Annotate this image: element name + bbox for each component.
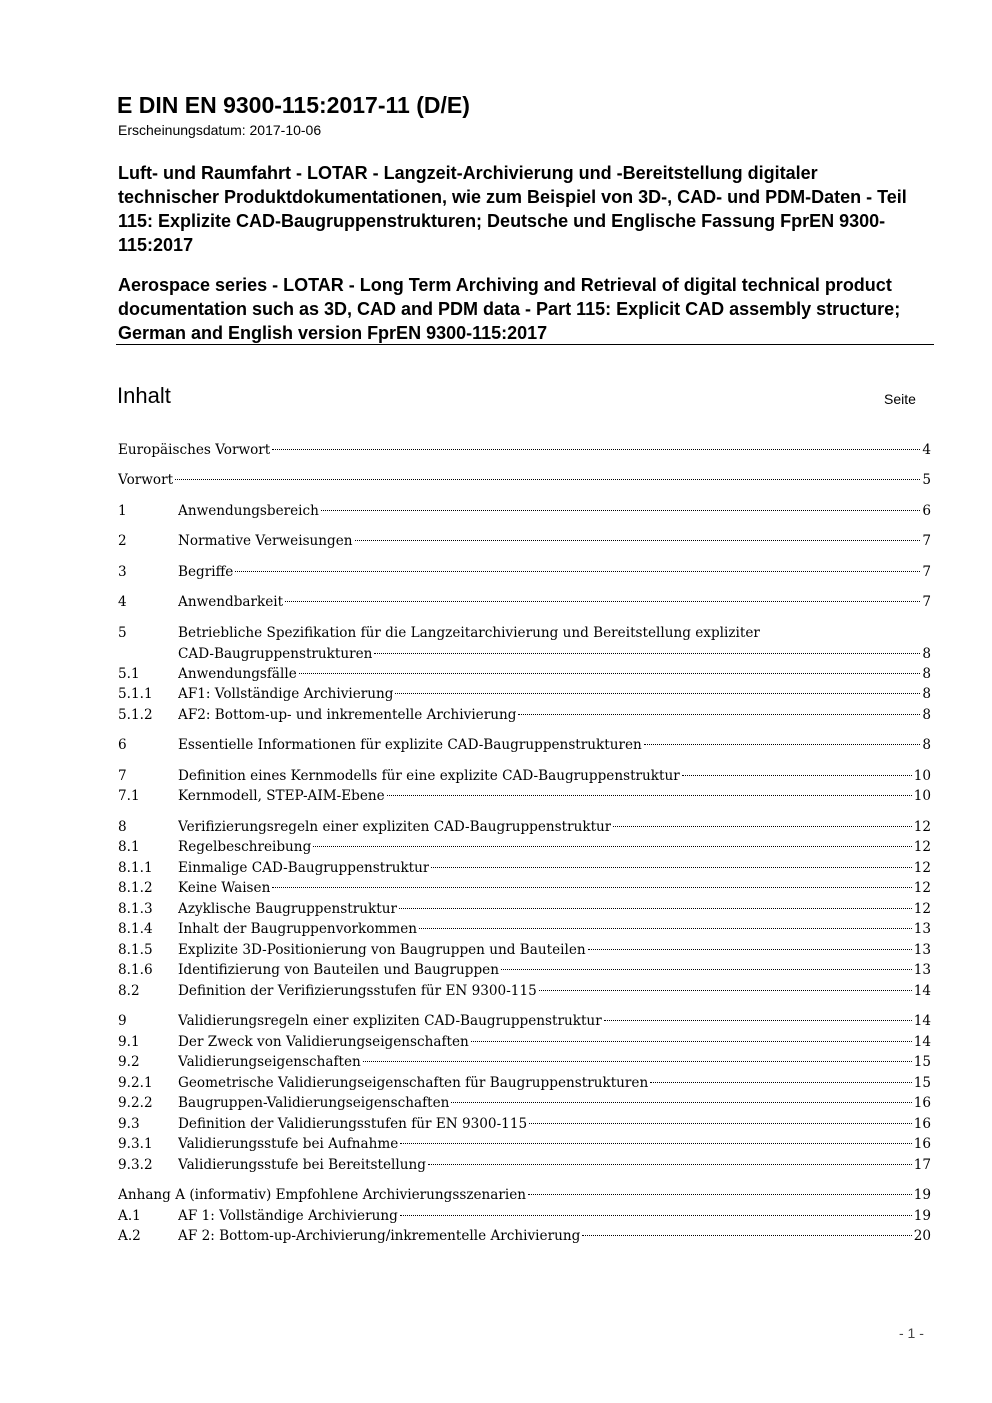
toc-entry-page: 10 xyxy=(913,768,931,784)
toc-entry-page: 13 xyxy=(913,962,931,978)
toc-entry-title: Definition der Validierungsstufen für EN 9300-115 xyxy=(178,1116,528,1132)
toc-entry-number: 7.1 xyxy=(118,788,140,804)
toc-dot-leader xyxy=(582,1235,911,1236)
toc-entry-title: Definition der Verifizierungsstufen für EN 9300-115 xyxy=(178,983,537,999)
toc-dot-leader xyxy=(518,714,920,715)
toc-entry-number: 3 xyxy=(118,564,127,580)
toc-entry-page: 12 xyxy=(913,880,931,896)
toc-entry-page: 13 xyxy=(913,942,931,958)
toc-entry[interactable] xyxy=(118,1073,931,1094)
toc-entry-continuation[interactable] xyxy=(118,644,931,665)
toc-entry-page: 14 xyxy=(913,983,931,999)
toc-entry-number: 5 xyxy=(118,625,127,641)
toc-entry[interactable] xyxy=(118,1226,931,1247)
toc-entry-page: 16 xyxy=(913,1136,931,1152)
toc-dot-leader xyxy=(471,1041,912,1042)
toc-entry-title: Validierungseigenschaften xyxy=(178,1054,361,1070)
toc-dot-leader xyxy=(313,846,911,847)
toc-entry-number: 8.1 xyxy=(118,839,140,855)
toc-entry-title: Der Zweck von Validierungseigenschaften xyxy=(178,1034,469,1050)
toc-entry-title: Validierungsstufe bei Bereitstellung xyxy=(178,1157,426,1173)
toc-entry-number: 8.1.3 xyxy=(118,901,153,917)
toc-entry-page: 15 xyxy=(913,1075,931,1091)
toc-entry[interactable] xyxy=(118,858,931,879)
toc-heading: Inhalt xyxy=(117,383,171,408)
toc-entry-title: Validierungsstufe bei Aufnahme xyxy=(178,1136,399,1152)
toc-entry-title: Definition eines Kernmodells für eine explizite CAD-Baugruppenstruktur xyxy=(178,768,680,784)
toc-entry-page: 13 xyxy=(913,921,931,937)
toc-entry[interactable] xyxy=(118,705,931,726)
toc-dot-leader xyxy=(285,601,920,602)
toc-entry[interactable] xyxy=(118,1011,931,1032)
toc-entry-title-continued: CAD-Baugruppenstrukturen xyxy=(178,646,373,662)
title-german: Luft- und Raumfahrt - LOTAR - Langzeit-Archivierung und -Bereitstellung digitaler technischer Produktdokumentationen, wie zum Beispiel von 3D-, CAD- und PDM-Daten - Teil 115: Explizite CAD-Baugruppenstrukturen; Deutsche und Englische Fassung FprEN 9300-115:2017 xyxy=(118,163,907,255)
toc-entry-page: 19 xyxy=(913,1208,931,1224)
toc-dot-leader xyxy=(299,673,921,674)
toc-entry-number: 8 xyxy=(118,819,127,835)
toc-entry-title: Anwendungsfälle xyxy=(178,666,297,682)
toc-entry-number: 8.1.5 xyxy=(118,942,153,958)
toc-entry-title: Inhalt der Baugruppenvorkommen xyxy=(178,921,418,937)
toc-entry-page: 8 xyxy=(922,666,931,682)
toc-dot-leader xyxy=(272,887,911,888)
toc-dot-leader xyxy=(528,1194,912,1195)
toc-entry-page: 16 xyxy=(913,1095,931,1111)
toc-dot-leader xyxy=(395,693,920,694)
toc-dot-leader xyxy=(613,826,911,827)
toc-dot-leader xyxy=(355,540,921,541)
toc-entry-page: 6 xyxy=(922,503,931,519)
toc-entry-title: Anhang A (informativ) Empfohlene Archivierungsszenarien xyxy=(118,1187,527,1203)
toc-entry-page: 17 xyxy=(913,1157,931,1173)
toc-entry-title: Begriffe xyxy=(178,564,234,580)
toc-dot-leader xyxy=(374,653,920,654)
document-id: E DIN EN 9300-115:2017-11 (D/E) xyxy=(117,92,470,118)
toc-entry-page: 5 xyxy=(922,472,931,488)
toc-dot-leader xyxy=(272,449,920,450)
toc-entry[interactable] xyxy=(118,664,931,685)
toc-entry[interactable] xyxy=(118,837,931,858)
toc-entry[interactable] xyxy=(118,440,931,461)
toc-entry-page: 19 xyxy=(913,1187,931,1203)
toc-entry-page: 8 xyxy=(922,686,931,702)
toc-entry[interactable] xyxy=(118,1032,931,1053)
toc-entry-title: Betriebliche Spezifikation für die Langzeitarchivierung und Bereitstellung expliziter xyxy=(178,625,760,641)
toc-entry-page: 8 xyxy=(922,737,931,753)
toc-entry-number: A.2 xyxy=(118,1228,141,1244)
toc-entry[interactable] xyxy=(118,960,931,981)
toc-dot-leader xyxy=(387,795,912,796)
toc-dot-leader xyxy=(419,928,912,929)
toc-entry[interactable] xyxy=(118,531,931,552)
toc-entry-title: Einmalige CAD-Baugruppenstruktur xyxy=(178,860,430,876)
toc-entry-title: Identifizierung von Bauteilen und Baugruppen xyxy=(178,962,499,978)
toc-entry-page: 8 xyxy=(922,646,931,662)
toc-entry[interactable] xyxy=(118,1155,931,1176)
toc-dot-leader xyxy=(644,744,921,745)
toc-dot-leader xyxy=(650,1082,911,1083)
toc-entry-number: A.1 xyxy=(118,1208,141,1224)
toc-entry-title: AF 2: Bottom-up-Archivierung/inkrementelle Archivierung xyxy=(178,1228,581,1244)
toc-entry-page: 12 xyxy=(913,901,931,917)
toc-entry-title: Verifizierungsregeln einer expliziten CAD-Baugruppenstruktur xyxy=(178,819,612,835)
toc-entry[interactable] xyxy=(118,817,931,838)
toc-dot-leader xyxy=(451,1102,911,1103)
toc-entry[interactable] xyxy=(118,562,931,583)
toc-entry[interactable] xyxy=(118,878,931,899)
toc-entry-title: Europäisches Vorwort xyxy=(118,442,271,458)
publication-date: Erscheinungsdatum: 2017-10-06 xyxy=(118,122,322,138)
toc-entry-title: Vorwort xyxy=(118,472,174,488)
toc-entry-title: Regelbeschreibung xyxy=(178,839,312,855)
toc-entry-page: 12 xyxy=(913,860,931,876)
footer-page-number: - 1 - xyxy=(899,1325,924,1341)
toc-entry-number: 2 xyxy=(118,533,127,549)
toc-entry-number: 9.1 xyxy=(118,1034,140,1050)
toc-entry-number: 9.2.1 xyxy=(118,1075,153,1091)
header-divider xyxy=(116,344,934,345)
toc-dot-leader xyxy=(321,510,920,511)
toc-entry-title: Normative Verweisungen xyxy=(178,533,353,549)
toc-entry-number: 5.1.1 xyxy=(118,686,153,702)
toc-entry[interactable] xyxy=(118,1093,931,1114)
toc-dot-leader xyxy=(399,908,912,909)
toc-entry-number: 8.1.2 xyxy=(118,880,153,896)
toc-entry[interactable] xyxy=(118,919,931,940)
toc-dot-leader xyxy=(682,775,912,776)
toc-entry-number: 8.1.1 xyxy=(118,860,153,876)
toc-entry-number: 9 xyxy=(118,1013,127,1029)
toc-entry[interactable] xyxy=(118,786,931,807)
toc-entry-page: 8 xyxy=(922,707,931,723)
toc-entry-page: 7 xyxy=(922,533,931,549)
toc-entry-page: 4 xyxy=(922,442,931,458)
toc-entry-title: Kernmodell, STEP-AIM-Ebene xyxy=(178,788,385,804)
toc-entry-title: AF2: Bottom-up- und inkrementelle Archivierung xyxy=(178,707,517,723)
toc-entry-number: 5.1 xyxy=(118,666,140,682)
toc-entry-title: Azyklische Baugruppenstruktur xyxy=(178,901,397,917)
toc-dot-leader xyxy=(431,867,911,868)
toc-entry-page: 10 xyxy=(913,788,931,804)
toc-entry-title: AF1: Vollständige Archivierung xyxy=(178,686,394,702)
toc-dot-leader xyxy=(604,1020,912,1021)
toc-entry-number: 8.1.6 xyxy=(118,962,153,978)
toc-entry-title: Explizite 3D-Positionierung von Baugruppen und Bauteilen xyxy=(178,942,586,958)
toc-entry-page: 15 xyxy=(913,1054,931,1070)
toc-dot-leader xyxy=(588,949,912,950)
toc-entry-title: Geometrische Validierungseigenschaften für Baugruppenstrukturen xyxy=(178,1075,649,1091)
toc-dot-leader xyxy=(400,1143,911,1144)
toc-entry[interactable] xyxy=(118,1052,931,1073)
toc-entry-number: 1 xyxy=(118,503,127,519)
toc-entry-number: 9.2 xyxy=(118,1054,140,1070)
toc-entry[interactable] xyxy=(118,684,931,705)
toc-entry-number: 4 xyxy=(118,594,127,610)
toc-entry[interactable] xyxy=(118,766,931,787)
toc-entry-number: 7 xyxy=(118,768,127,784)
toc-page-column-label: Seite xyxy=(884,391,916,407)
toc-entry-page: 12 xyxy=(913,839,931,855)
toc-dot-leader xyxy=(235,571,920,572)
toc-entry-title: Baugruppen-Validierungseigenschaften xyxy=(178,1095,450,1111)
toc-entry-page: 7 xyxy=(922,564,931,580)
toc-entry-page: 16 xyxy=(913,1116,931,1132)
toc-entry-page: 20 xyxy=(913,1228,931,1244)
toc-dot-leader xyxy=(175,479,920,480)
toc-entry-title: Keine Waisen xyxy=(178,880,271,896)
toc-entry[interactable] xyxy=(118,1185,931,1206)
toc-entry-title: Anwendbarkeit xyxy=(178,594,284,610)
toc-entry-number: 9.3.1 xyxy=(118,1136,153,1152)
toc-entry-number: 9.3 xyxy=(118,1116,140,1132)
toc-entry-page: 12 xyxy=(913,819,931,835)
toc-entry-page: 14 xyxy=(913,1013,931,1029)
toc-entry-number: 8.1.4 xyxy=(118,921,153,937)
toc-entry[interactable] xyxy=(118,981,931,1002)
toc-entry[interactable] xyxy=(118,592,931,613)
toc-entry-number: 8.2 xyxy=(118,983,140,999)
toc-entry[interactable] xyxy=(118,1206,931,1227)
toc-dot-leader xyxy=(400,1215,912,1216)
toc-entry[interactable] xyxy=(118,501,931,522)
toc-entry[interactable] xyxy=(118,1114,931,1135)
toc-entry-title: AF 1: Vollständige Archivierung xyxy=(178,1208,398,1224)
toc-entry-page: 7 xyxy=(922,594,931,610)
toc-dot-leader xyxy=(539,990,912,991)
toc-entry[interactable] xyxy=(118,940,931,961)
toc-entry-page: 14 xyxy=(913,1034,931,1050)
toc-entry-title: Essentielle Informationen für explizite CAD-Baugruppenstrukturen xyxy=(178,737,642,753)
toc-dot-leader xyxy=(363,1061,912,1062)
toc-entry-title: Validierungsregeln einer expliziten CAD-Baugruppenstruktur xyxy=(178,1013,602,1029)
toc-entry-number: 9.2.2 xyxy=(118,1095,153,1111)
toc-entry[interactable] xyxy=(118,899,931,920)
toc-entry-number: 9.3.2 xyxy=(118,1157,153,1173)
toc-dot-leader xyxy=(529,1123,912,1124)
toc-entry-number: 5.1.2 xyxy=(118,707,153,723)
toc-entry[interactable] xyxy=(118,735,931,756)
toc-entry[interactable] xyxy=(118,470,931,491)
toc-dot-leader xyxy=(428,1164,912,1165)
title-english: Aerospace series - LOTAR - Long Term Archiving and Retrieval of digital technical product documentation such as 3D, CAD and PDM data - Part 115: Explicit CAD assembly structure; German and English version FprEN 9300-115:2017 xyxy=(118,275,901,343)
toc-entry-title: Anwendungsbereich xyxy=(178,503,319,519)
toc-dot-leader xyxy=(501,969,912,970)
toc-entry-number: 6 xyxy=(118,737,127,753)
toc-entry[interactable] xyxy=(118,623,931,644)
toc-entry[interactable] xyxy=(118,1134,931,1155)
